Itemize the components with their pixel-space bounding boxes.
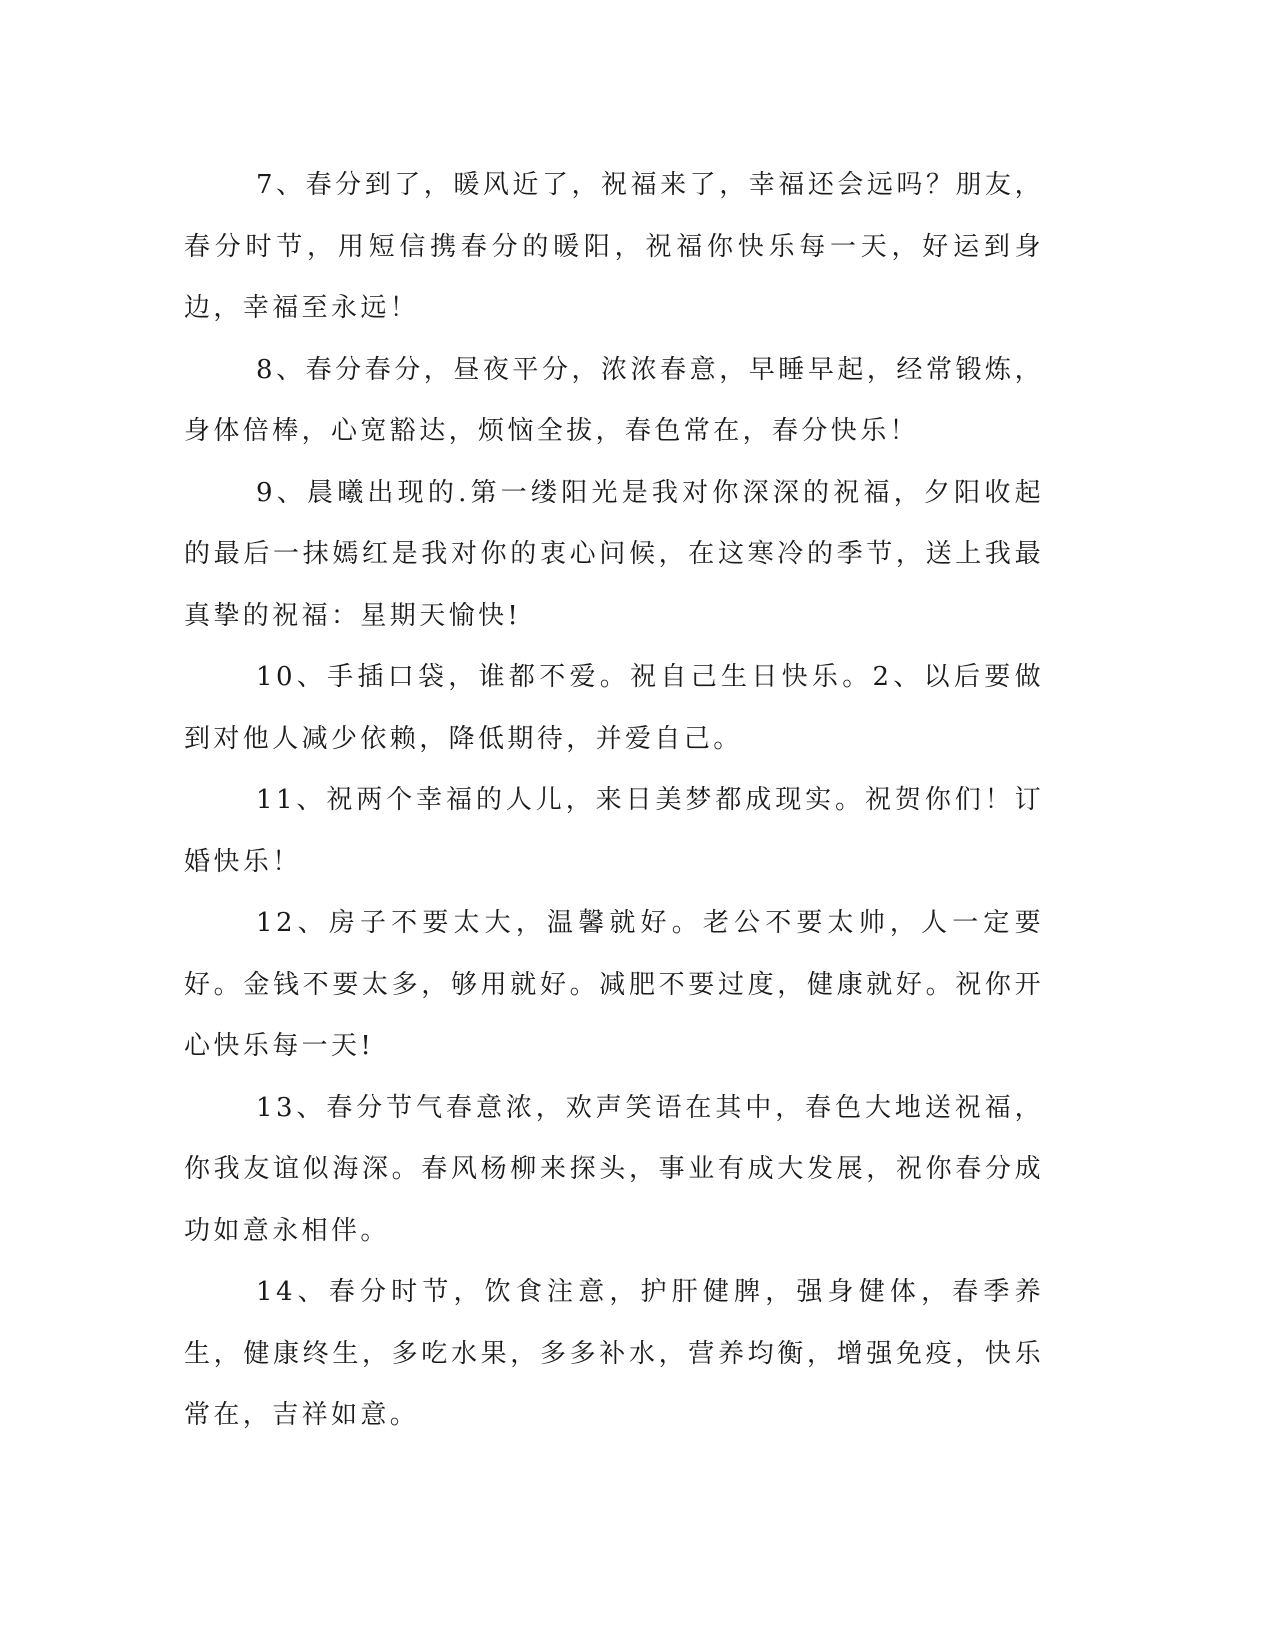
paragraph-12: 12、房子不要太大，温馨就好。老公不要太帅，人一定要好。金钱不要太多，够用就好。减肥不要过度，健康就好。祝你开心快乐每一天! — [184, 908, 1044, 1061]
document-body — [184, 155, 1044, 1447]
paragraph-10: 10、手插口袋，谁都不爱。祝自己生日快乐。2、以后要做到对他人减少依赖，降低期待，并爱自己。 — [184, 662, 1044, 754]
paragraph-7: 7、春分到了，暖风近了，祝福来了，幸福还会远吗？朋友，春分时节，用短信携春分的暖阳，祝福你快乐每一天，好运到身边，幸福至永远！ — [184, 170, 1044, 323]
paragraph-13: 13、春分节气春意浓，欢声笑语在其中，春色大地送祝福，你我友谊似海深。春风杨柳来探头，事业有成大发展，祝你春分成功如意永相伴。 — [184, 1092, 1044, 1246]
paragraph-11: 11、祝两个幸福的人儿，来日美梦都成现实。祝贺你们！订婚快乐！ — [184, 785, 1044, 877]
paragraph-8: 8、春分春分，昼夜平分，浓浓春意，早睡早起，经常锻炼，身体倍棒，心宽豁达，烦恼全拔，春色常在，春分快乐！ — [184, 354, 1044, 446]
paragraph-9: 9、晨曦出现的.第一缕阳光是我对你深深的祝福，夕阳收起的最后一抹嫣红是我对你的衷心问候，在这寒冷的季节，送上我最真挚的祝福：星期天愉快! — [184, 477, 1044, 631]
paragraph-14: 14、春分时节，饮食注意，护肝健脾，强身健体，春季养生，健康终生，多吃水果，多多补水，营养均衡，增强免疫，快乐常在，吉祥如意。 — [184, 1277, 1044, 1430]
